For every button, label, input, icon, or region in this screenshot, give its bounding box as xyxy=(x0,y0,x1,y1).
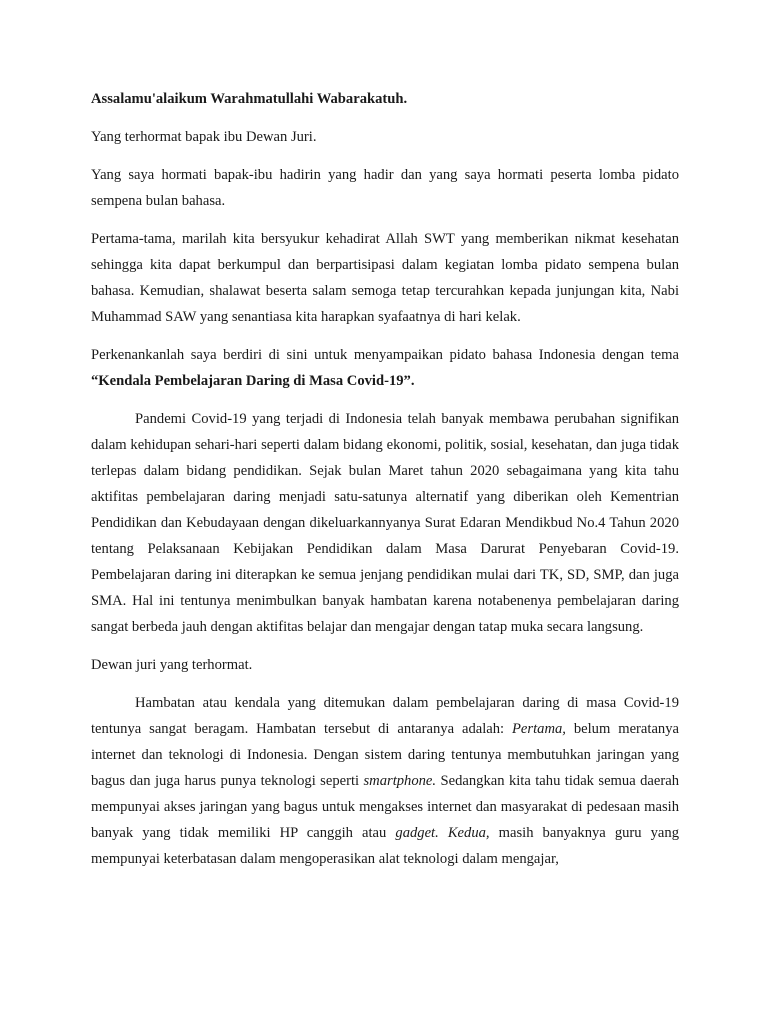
hambatan-italic-pertama: Pertama, xyxy=(512,721,566,737)
hambatan-text-2: belum meratanya internet dan teknologi di Indonesia. Dengan sistem daring tentunya membutuhkan jaringan yang bagus dan juga harus punya teknologi seperti xyxy=(91,721,679,789)
paragraph-syukur: Pertama-tama, marilah kita bersyukur kehadirat Allah SWT yang memberikan nikmat kesehatan sehingga kita dapat berkumpul dan berpartisipasi dalam kegiatan lomba pidato sempena bulan bahasa. Kemudian, shalawat beserta salam semoga tetap tercurahkan kepada junjungan kita, Nabi Muhammad SAW yang senantiasa kita harapkan syafaatnya di hari kelak. xyxy=(91,231,679,325)
paragraph-tema xyxy=(91,342,679,394)
paragraph-hadirin: Yang saya hormati bapak-ibu hadirin yang hadir dan yang saya hormati peserta lomba pidato sempena bulan bahasa. xyxy=(91,167,679,209)
paragraph-hambatan xyxy=(91,690,679,872)
hambatan-text-3: Sedangkan kita tahu tidak semua daerah mempunyai akses jaringan yang bagus untuk mengakses internet dan masyarakat di pedesaan masih banyak yang tidak memiliki HP canggih atau xyxy=(91,773,679,841)
hambatan-text-1: Hambatan atau kendala yang ditemukan dalam pembelajaran daring di masa Covid-19 tentunya sangat beragam. Hambatan tersebut di antaranya adalah: xyxy=(91,695,679,737)
greeting: Assalamu'alaikum Warahmatullahi Wabarakatuh. xyxy=(91,91,408,107)
document-body xyxy=(91,86,679,884)
tema-intro: Perkenankanlah saya berdiri di sini untuk menyampaikan pidato bahasa Indonesia dengan tema xyxy=(91,347,679,363)
hambatan-italic-gadget-kedua: gadget. Kedua, xyxy=(395,825,490,841)
tema-title: “Kendala Pembelajaran Daring di Masa Covid-19”. xyxy=(91,373,415,389)
paragraph-juri: Yang terhormat bapak ibu Dewan Juri. xyxy=(91,129,317,145)
paragraph-dewan-juri: Dewan juri yang terhormat. xyxy=(91,657,253,673)
hambatan-text-4: masih banyaknya guru yang mempunyai keterbatasan dalam mengoperasikan alat teknologi dalam mengajar, xyxy=(91,825,679,867)
hambatan-italic-smartphone: smartphone. xyxy=(363,773,437,789)
paragraph-pandemi: Pandemi Covid-19 yang terjadi di Indonesia telah banyak membawa perubahan signifikan dalam kehidupan sehari-hari seperti dalam bidang ekonomi, politik, sosial, kesehatan, dan juga tidak terlepas dalam bidang pendidikan. Sejak bulan Maret tahun 2020 sebagaimana yang kita tahu aktifitas pembelajaran daring menjadi satu-satunya alternatif yang diberikan oleh Kementrian Pendidikan dan Kebudayaan dengan dikeluarkannyanya Surat Edaran Mendikbud No.4 Tahun 2020 tentang Pelaksanaan Kebijakan Pendidikan dalam Masa Darurat Penyebaran Covid-19. Pembelajaran daring ini diterapkan ke semua jenjang pendidikan mulai dari TK, SD, SMP, dan juga SMA. Hal ini tentunya menimbulkan banyak hambatan karena notabenenya pembelajaran daring sangat berbeda jauh dengan aktifitas belajar dan mengajar dengan tatap muka secara langsung. xyxy=(91,411,679,635)
